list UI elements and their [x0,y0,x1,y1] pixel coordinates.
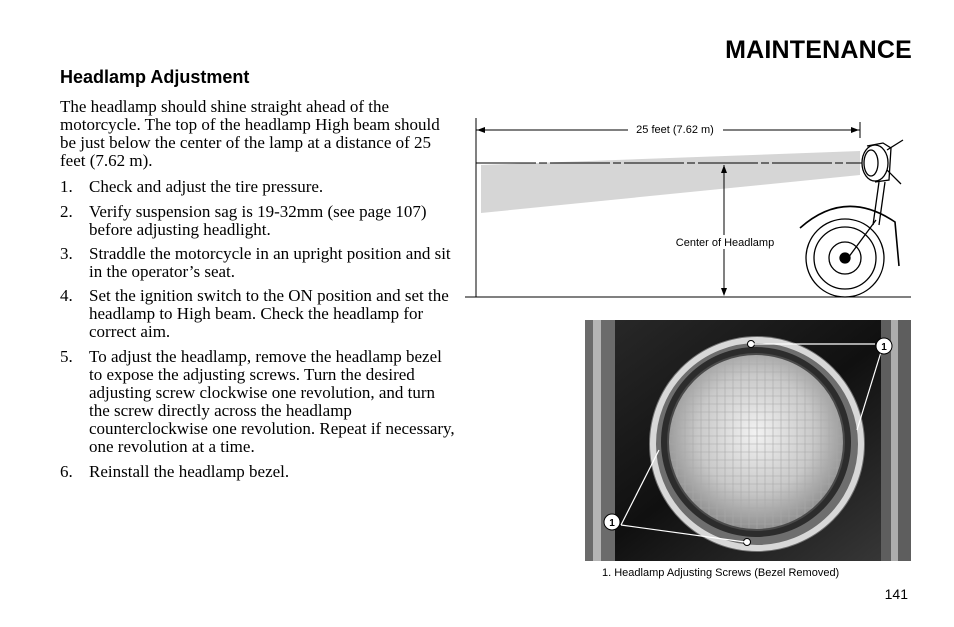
section-title: MAINTENANCE [725,36,912,64]
step-text: Straddle the motorcycle in an upright position and sit in the operator’s seat. [89,244,451,281]
step-number: 5. [60,347,73,366]
step-text: Verify suspension sag is 19-32mm (see page 107) before adjusting headlight. [89,202,427,239]
step-number: 6. [60,462,73,481]
arrow-down-icon [721,288,727,296]
headlamp-photo-svg [585,320,911,561]
callout-number-top: 1 [881,342,887,353]
callout-number-bottom: 1 [609,518,615,529]
step-number: 2. [60,202,73,221]
intro-paragraph: The headlamp should shine straight ahead of the motorcycle. The top of the headlamp High beam should be just below the center of the lamp at a distance of 25 feet (7.62 m). [60,97,440,170]
page-number: 141 [884,586,908,602]
step-item [60,203,455,239]
step-text: Reinstall the headlamp bezel. [89,462,290,481]
fork-left-highlight [593,320,601,561]
arrow-right-icon [851,127,859,133]
headlamp-aim-diagram [463,110,913,305]
light-beam [481,151,860,213]
step-item [60,245,455,281]
step-item [60,463,455,481]
step-text: Set the ignition switch to the ON position and set the headlamp to High beam. Check the headlamp for correct aim. [89,286,449,341]
step-text: To adjust the headlamp, remove the headlamp bezel to expose the adjusting screws. Turn the desired adjusting screw clockwise one revolution, and turn the screw directly across the headlamp counterclockwise one revolution. Repeat if necessary, one revolution at a time. [89,347,455,456]
step-number: 3. [60,244,73,263]
fork-right-highlight [891,320,898,561]
step-item [60,178,455,196]
step-text: Check and adjust the tire pressure. [89,177,324,196]
headlamp-photo [585,320,911,561]
step-item [60,287,455,341]
step-number: 1. [60,177,73,196]
aim-diagram-svg [463,110,913,305]
photo-caption: 1. Headlamp Adjusting Screws (Bezel Removed) [602,567,840,579]
step-number: 4. [60,286,73,305]
article-heading: Headlamp Adjustment [60,67,250,87]
step-item [60,348,455,456]
center-of-headlamp-label: Center of Headlamp [675,237,775,249]
arrow-left-icon [477,127,485,133]
distance-label: 25 feet (7.62 m) [636,124,714,136]
